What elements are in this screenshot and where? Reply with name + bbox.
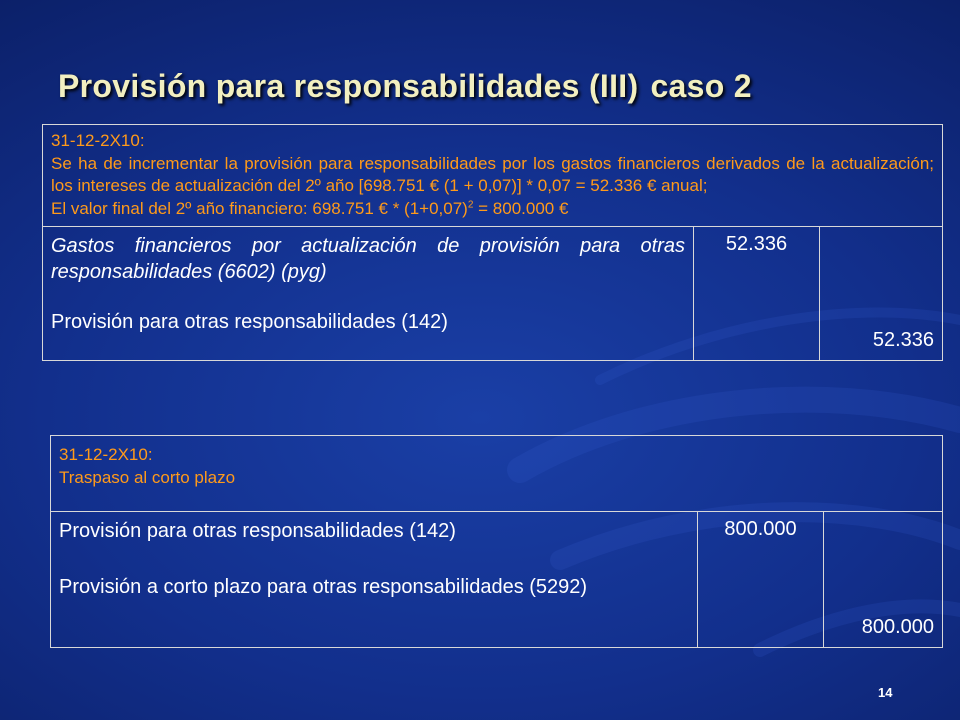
entry-2-body-row — [51, 512, 943, 648]
entry-1-note-line2-text: El valor final del 2º año financiero: 698.751 € * (1+0,07) — [51, 198, 468, 218]
entry-2-credit-amount: 800.000 — [824, 512, 943, 648]
entry-2-debit-amount: 800.000 — [698, 512, 824, 648]
entry-2-accounts — [51, 512, 698, 648]
journal-entry-2 — [50, 435, 943, 648]
slide-title-case: caso 2 — [650, 68, 752, 104]
entry-1-note-date: 31-12-2X10: — [51, 131, 145, 150]
page-number: 14 — [878, 685, 893, 700]
entry-2-credit-account: Provisión a corto plazo para otras responsabilidades (5292) — [59, 576, 588, 598]
entry-1-note-row — [43, 125, 943, 227]
entry-2-debit-account: Provisión para otras responsabilidades (142) — [59, 520, 456, 542]
entry-2-note-row — [51, 436, 943, 512]
entry-1-accounts — [43, 227, 694, 361]
entry-1-debit-account: Gastos financieros por actualización de provisión para otras responsabilidades (6602) (pyg) — [51, 235, 685, 284]
entry-1-body-row — [43, 227, 943, 361]
entry-1-note-line2 — [51, 198, 934, 221]
entry-1-note-line2-result: = 800.000 € — [473, 198, 569, 218]
entry-1-note — [43, 125, 943, 227]
entry-2-note-date: 31-12-2X10: — [59, 445, 153, 464]
entry-1-credit-amount: 52.336 — [820, 227, 943, 361]
entry-2-note-line1: Traspaso al corto plazo — [59, 467, 236, 487]
entry-1-debit-amount: 52.336 — [694, 227, 820, 361]
entry-2-note — [51, 436, 943, 512]
entry-1-note-exponent: 2 — [467, 199, 474, 211]
slide-title — [58, 68, 752, 105]
entry-1-credit-account: Provisión para otras responsabilidades (142) — [51, 311, 448, 334]
slide-title-main: Provisión para responsabilidades (III) — [58, 68, 639, 104]
entry-1-note-line1: Se ha de incrementar la provisión para responsabilidades por los gastos financieros derivados de la actualización; los intereses de actualización del 2º año [698.751 € (1 + 0,07)] * 0,07 = 52.336 € anual; — [51, 153, 934, 196]
journal-entry-1 — [42, 124, 943, 361]
